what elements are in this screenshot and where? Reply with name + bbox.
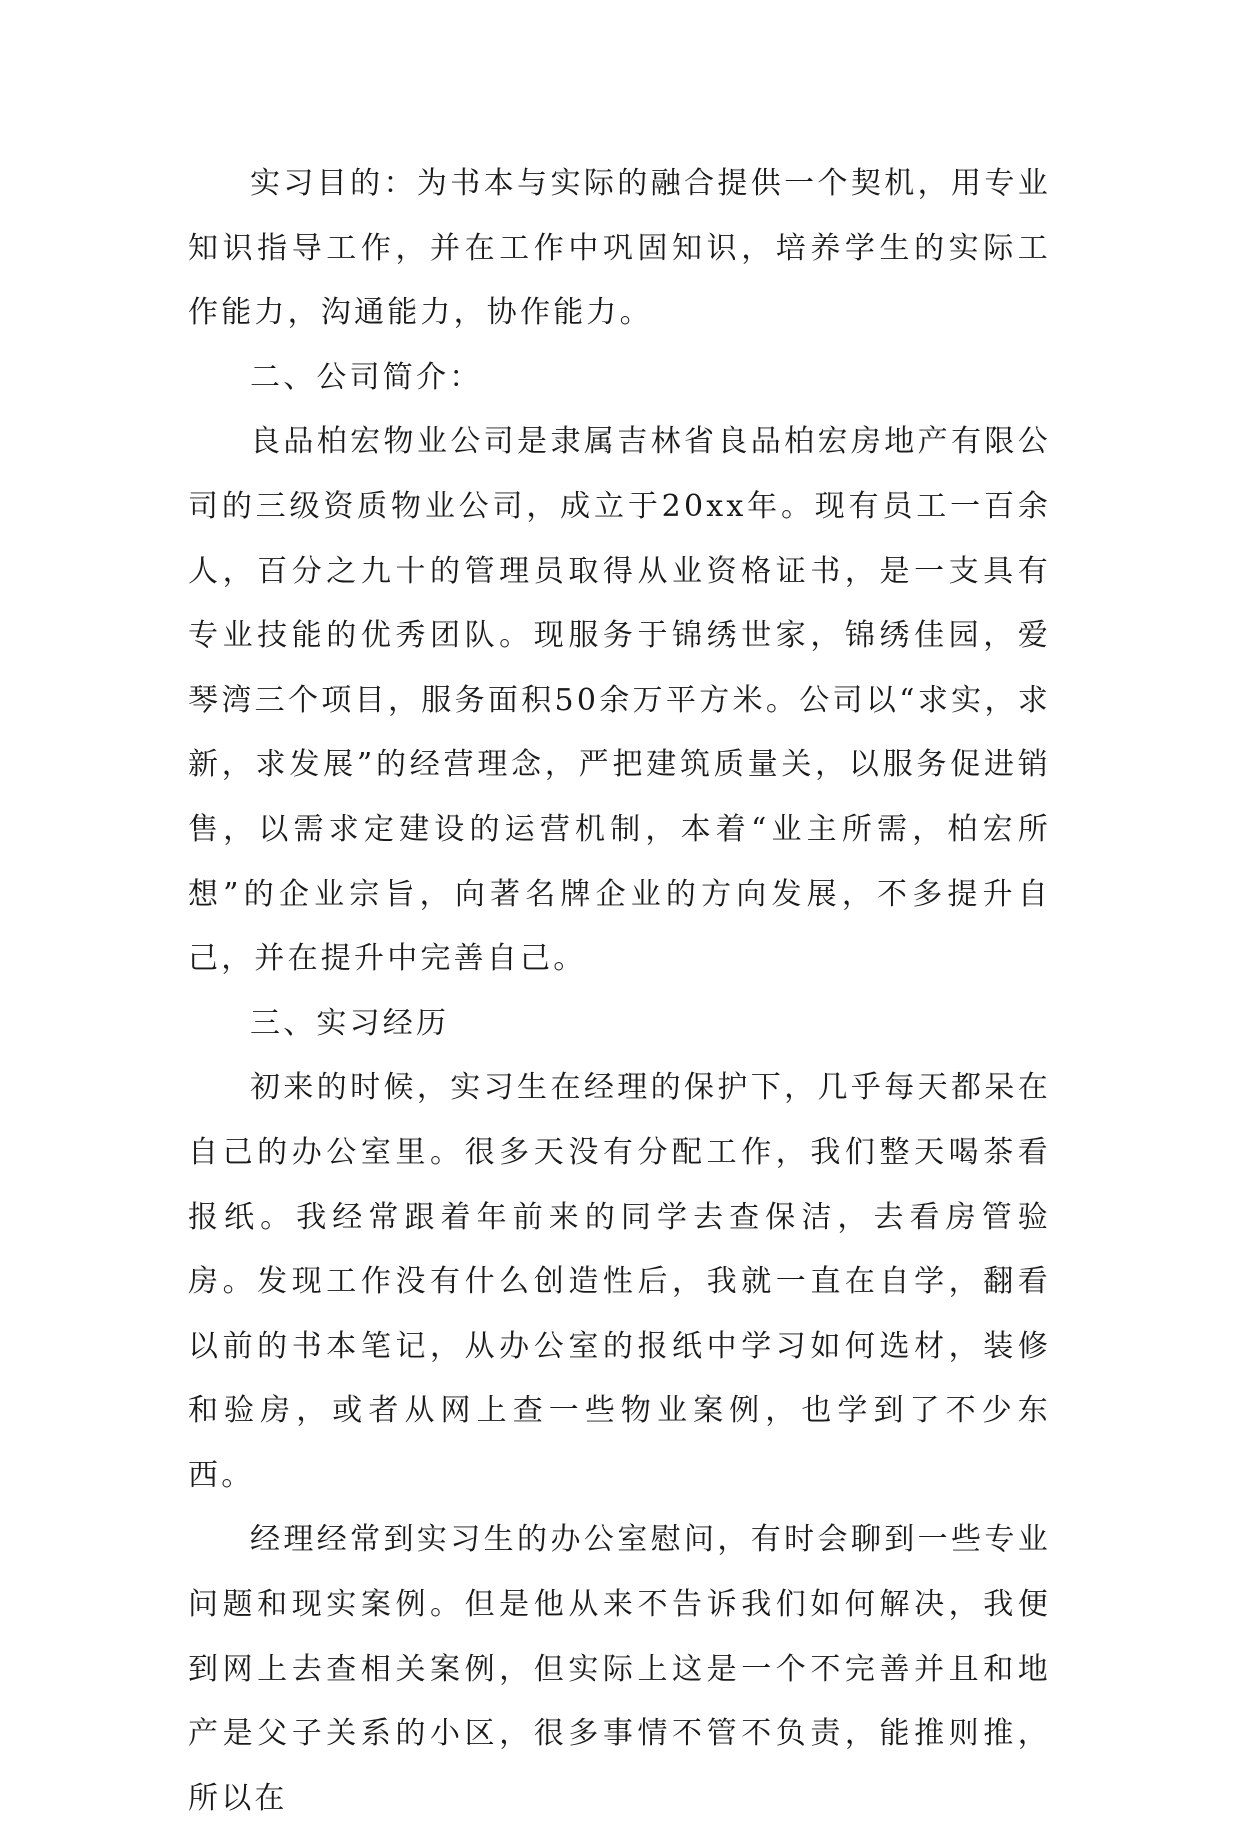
experience-paragraph-1: 初来的时候，实习生在经理的保护下，几乎每天都呆在自己的办公室里。很多天没有分配工作，我们整天喝茶看报纸。我经常跟着年前来的同学去查保洁，去看房管验房。发现工作没有什么创造性后，我就一直在自学，翻看以前的书本笔记，从办公室的报纸中学习如何选材，装修和验房，或者从网上查一些物业案例，也学到了不少东西。 — [188, 1070, 1051, 1493]
company-intro-paragraph: 良品柏宏物业公司是隶属吉林省良品柏宏房地产有限公司的三级资质物业公司，成立于20xx年。现有员工一百余人，百分之九十的管理员取得从业资格证书，是一支具有专业技能的优秀团队。现服务于锦绣世家，锦绣佳园，爱琴湾三个项目，服务面积50余万平方米。公司以“求实，求新，求发展”的经营理念，严把建筑质量关，以服务促进销售，以需求定建设的运营机制，本着“业主所需，柏宏所想”的企业宗旨，向著名牌企业的方向发展，不多提升自己，并在提升中完善自己。 — [188, 424, 1051, 977]
section-heading-company-intro: 二、公司简介： — [250, 359, 483, 395]
section-heading-internship-experience: 三、实习经历 — [250, 1005, 450, 1041]
experience-paragraph-2: 经理经常到实习生的办公室慰问，有时会聊到一些专业问题和现实案例。但是他从来不告诉我们如何解决，我便到网上去查相关案例，但实际上这是一个不完善并且和地产是父子关系的小区，很多事情不管不负责，能推则推，所以在 — [188, 1522, 1051, 1816]
document-page — [188, 152, 1051, 1831]
purpose-paragraph: 实习目的：为书本与实际的融合提供一个契机，用专业知识指导工作，并在工作中巩固知识，培养学生的实际工作能力，沟通能力，协作能力。 — [188, 166, 1051, 331]
